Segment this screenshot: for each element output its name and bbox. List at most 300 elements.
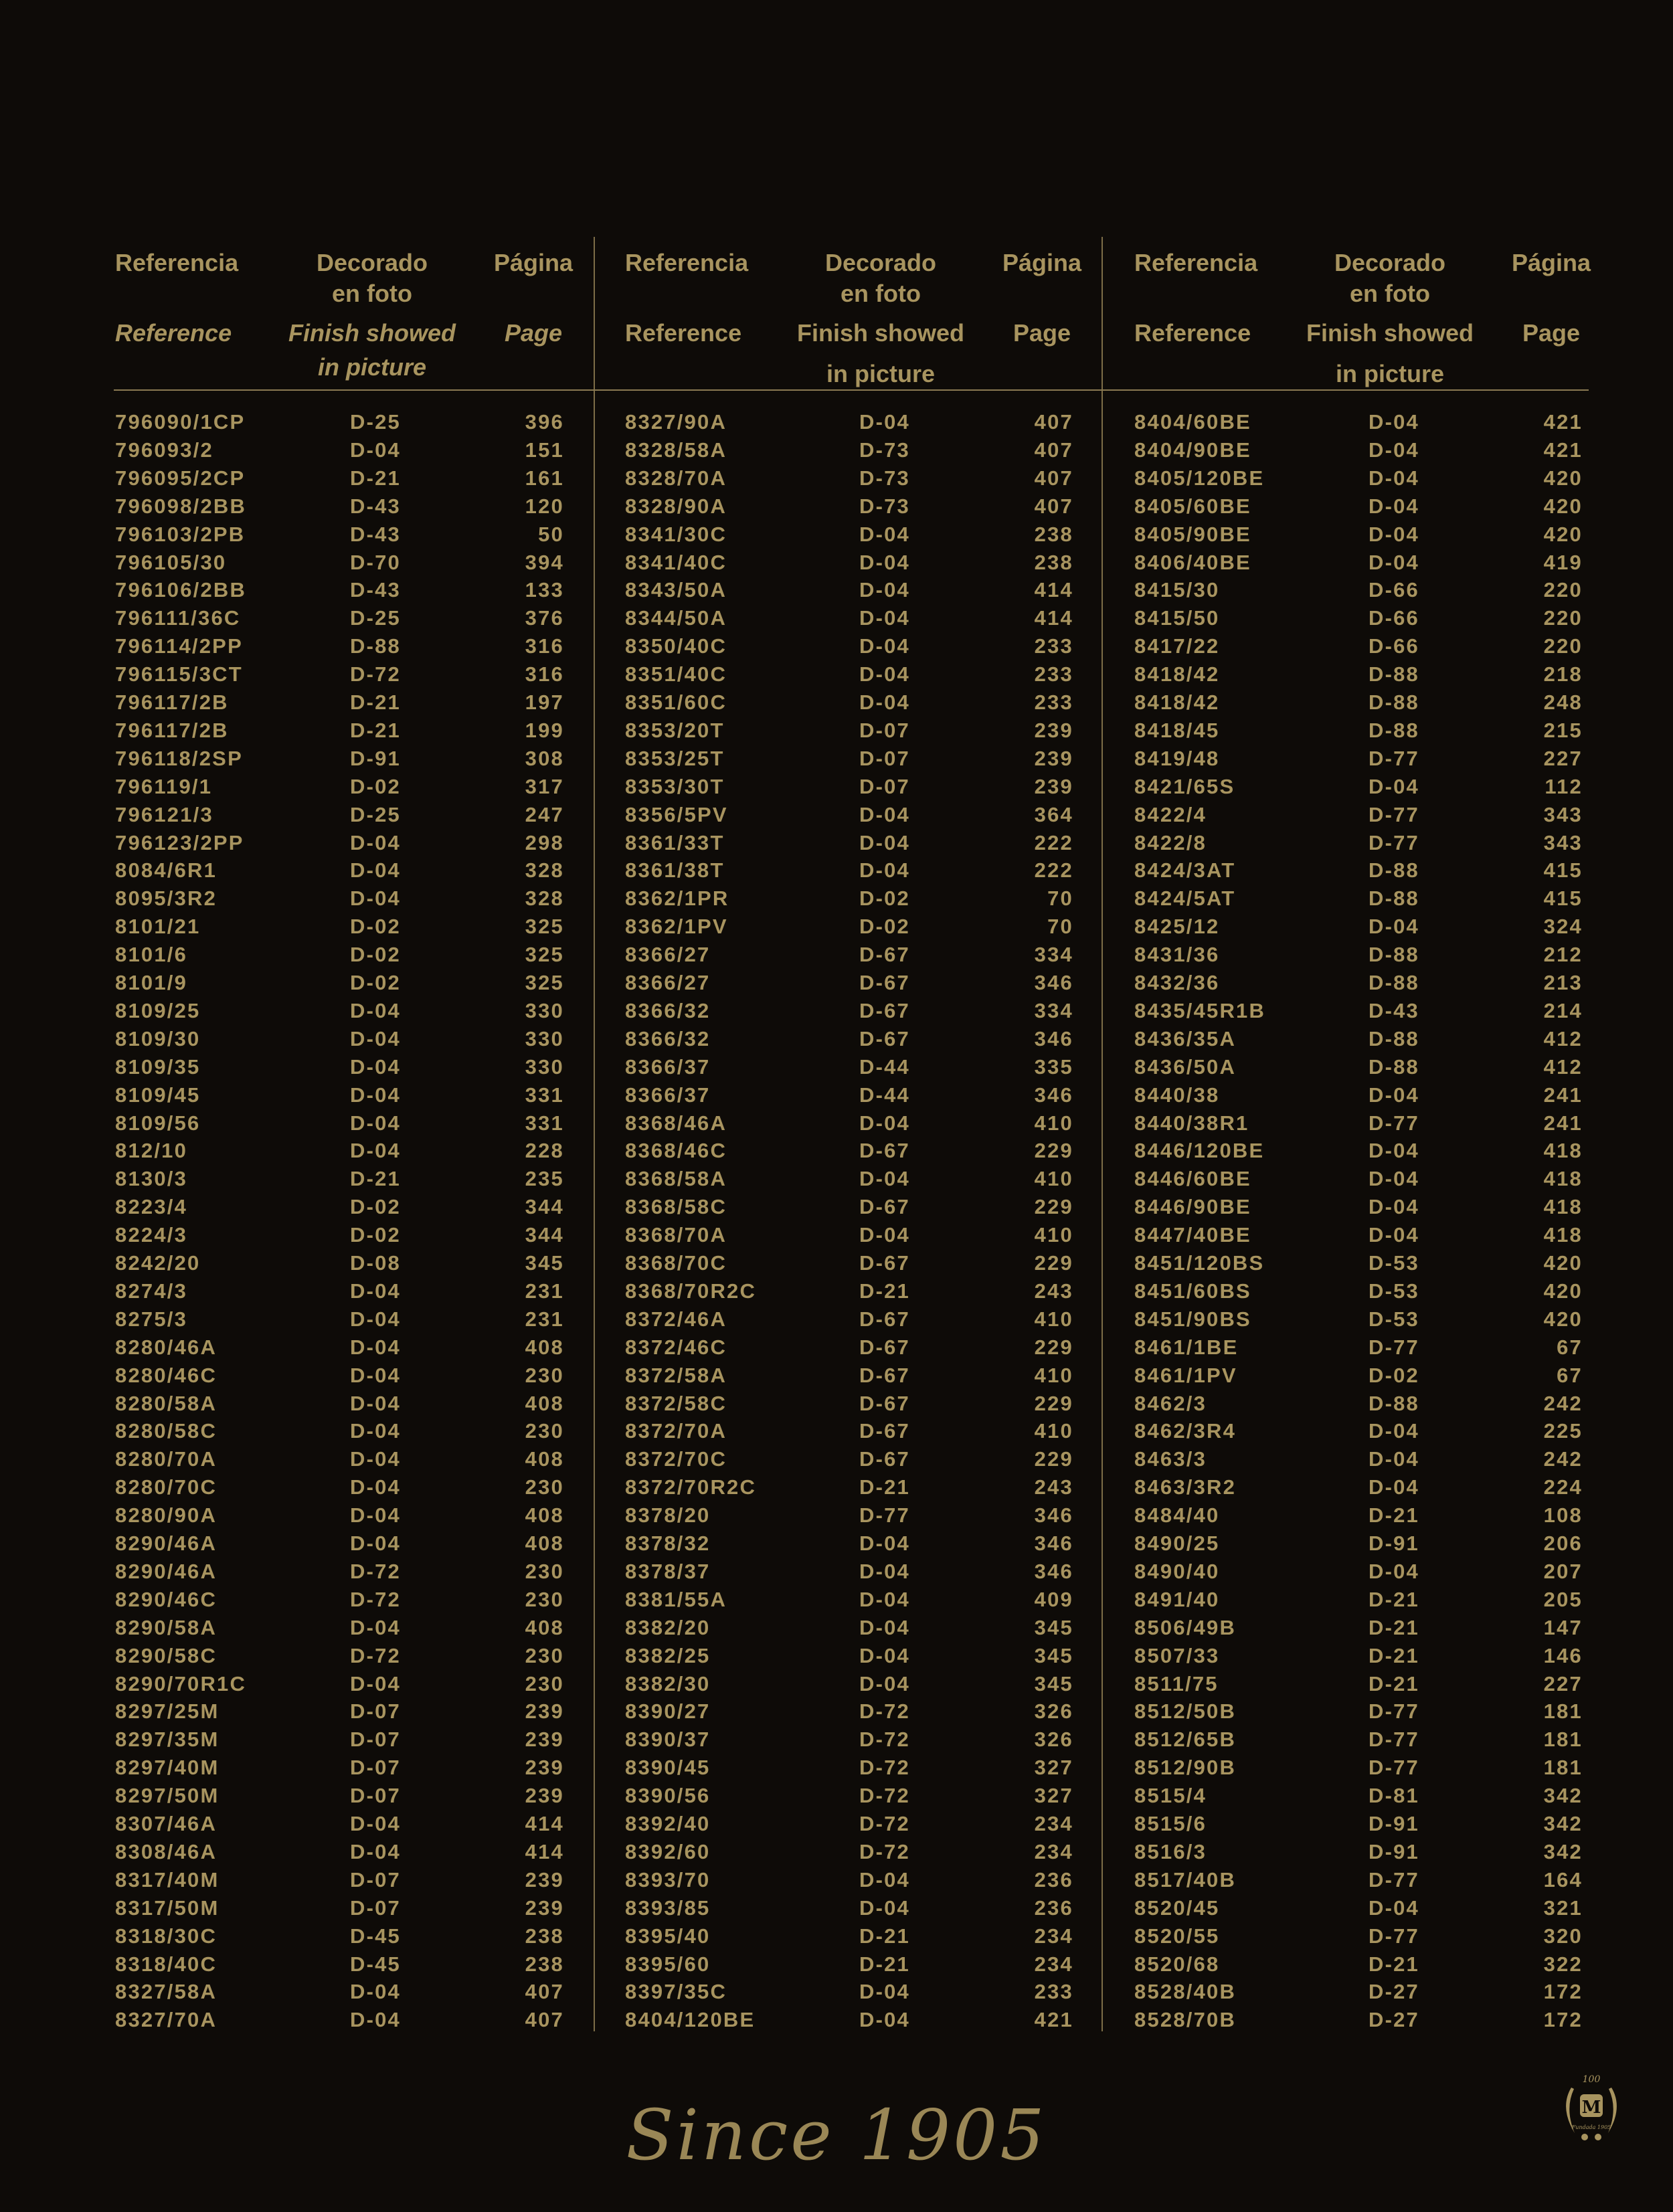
reference-cell: 8327/90A [625,410,727,434]
finish-cell: D-72 [859,1784,910,1808]
page-cell: 146 [1543,1643,1583,1667]
reference-cell: 8395/60 [625,1952,711,1976]
page-cell: 225 [1543,1419,1583,1443]
reference-cell: 8381/55A [625,1587,727,1611]
reference-cell: 8528/40B [1134,1980,1237,2004]
finish-cell: D-04 [1369,438,1419,462]
finish-cell: D-04 [350,1980,401,2004]
finish-cell: D-91 [1369,1812,1419,1835]
reference-cell: 8290/46A [115,1532,217,1555]
finish-cell: D-04 [1369,550,1419,574]
reference-cell: 8353/25T [625,746,725,770]
reference-cell: 8404/90BE [1134,438,1251,462]
header-reference-en: Reference [115,319,232,347]
finish-cell: D-21 [350,690,401,714]
finish-cell: D-02 [1369,1363,1419,1387]
reference-cell: 8327/58A [115,1980,217,2004]
reference-cell: 8421/65S [1134,774,1235,798]
page-cell: 376 [525,606,564,630]
finish-cell: D-91 [1369,1532,1419,1555]
finish-cell: D-43 [350,578,401,602]
finish-cell: D-04 [350,1503,401,1528]
finish-cell: D-04 [859,2008,910,2032]
reference-cell: 8417/22 [1134,634,1220,658]
page-cell: 412 [1543,1054,1583,1079]
page-cell: 112 [1545,774,1583,798]
page-cell: 343 [1543,802,1583,826]
page-cell: 346 [1034,1503,1073,1528]
page-cell: 410 [1034,1167,1073,1191]
reference-cell: 8368/58A [625,1167,727,1191]
finish-cell: D-88 [1369,1026,1419,1050]
page-cell: 199 [525,718,564,742]
page-cell: 231 [525,1307,564,1331]
reference-cell: 8366/37 [625,1083,711,1107]
page-cell: 345 [1034,1615,1073,1639]
page-cell: 230 [525,1419,564,1443]
page-cell: 222 [1034,858,1073,883]
reference-cell: 8361/38T [625,858,725,883]
page-cell: 326 [1034,1699,1073,1724]
page-cell: 344 [525,1223,564,1247]
reference-cell: 8343/50A [625,578,727,602]
page-cell: 328 [525,858,564,883]
finish-cell: D-04 [1369,1223,1419,1247]
finish-cell: D-67 [859,1447,910,1471]
reference-cell: 8341/30C [625,522,727,546]
reference-cell: 8095/3R2 [115,887,217,911]
page-cell: 233 [1034,690,1073,714]
svg-text:100: 100 [1582,2074,1601,2085]
finish-cell: D-04 [1369,1559,1419,1583]
reference-cell: 8404/60BE [1134,410,1251,434]
page-cell: 243 [1034,1475,1073,1499]
page-cell: 394 [525,550,564,574]
finish-cell: D-04 [1369,1195,1419,1219]
finish-cell: D-88 [1369,971,1419,994]
reference-cell: 8368/70R2C [625,1279,757,1303]
finish-cell: D-72 [350,662,401,686]
finish-cell: D-43 [350,494,401,518]
reference-cell: 8462/3R4 [1134,1419,1237,1443]
page-cell: 230 [525,1475,564,1499]
reference-cell: 8242/20 [115,1251,201,1275]
reference-cell: 8109/30 [115,1026,201,1050]
page-cell: 238 [1034,522,1073,546]
reference-cell: 8101/6 [115,943,188,967]
finish-cell: D-25 [350,802,401,826]
finish-cell: D-27 [1369,2008,1419,2032]
reference-cell: 8297/35M [115,1728,219,1752]
page-cell: 239 [1034,746,1073,770]
page-cell: 70 [1047,915,1073,939]
finish-cell: D-04 [1369,915,1419,939]
reference-cell: 796118/2SP [115,746,243,770]
finish-cell: D-27 [1369,1980,1419,2004]
page-cell: 181 [1543,1699,1583,1724]
finish-cell: D-02 [350,1223,401,1247]
finish-cell: D-04 [859,1980,910,2004]
finish-cell: D-21 [859,1279,910,1303]
page-cell: 327 [1034,1756,1073,1780]
page-cell: 212 [1543,943,1583,967]
svg-text:Fundada 1905: Fundada 1905 [1571,2124,1611,2130]
finish-cell: D-73 [859,466,910,490]
finish-cell: D-04 [859,1167,910,1191]
finish-cell: D-77 [859,1503,910,1528]
page-cell: 239 [525,1728,564,1752]
header-reference-es: Referencia [115,249,239,276]
finish-cell: D-77 [1369,830,1419,854]
page-cell: 230 [525,1559,564,1583]
page-cell: 218 [1543,662,1583,686]
header-finish-es: Decorado [824,249,937,276]
page-cell: 207 [1543,1559,1583,1583]
header-page-en: Page [1012,319,1071,347]
reference-cell: 8390/27 [625,1699,711,1724]
page-cell: 181 [1543,1728,1583,1752]
finish-cell: D-02 [350,915,401,939]
page-cell: 67 [1557,1335,1583,1359]
reference-cell: 8520/45 [1134,1896,1220,1920]
reference-cell: 8109/25 [115,998,201,1022]
reference-cell: 8425/12 [1134,915,1220,939]
reference-cell: 796111/36C [115,606,241,630]
finish-cell: D-07 [350,1867,401,1892]
finish-cell: D-21 [1369,1615,1419,1639]
page-cell: 408 [525,1335,564,1359]
reference-cell: 8084/6R1 [115,858,217,883]
finish-cell: D-67 [859,943,910,967]
page-cell: 227 [1543,1671,1583,1695]
page-cell: 242 [1543,1447,1583,1471]
finish-cell: D-04 [350,2008,401,2032]
reference-cell: 8297/25M [115,1699,219,1724]
finish-cell: D-02 [859,915,910,939]
column-divider [1102,237,1103,2031]
finish-cell: D-04 [859,1867,910,1892]
page-cell: 70 [1047,887,1073,911]
finish-cell: D-04 [350,1139,401,1163]
reference-cell: 8405/60BE [1134,494,1251,518]
finish-cell: D-04 [350,887,401,911]
page-cell: 230 [525,1643,564,1667]
page-cell: 238 [1034,550,1073,574]
finish-cell: D-67 [859,1335,910,1359]
finish-cell: D-77 [1369,1111,1419,1135]
page-cell: 344 [525,1195,564,1219]
finish-cell: D-91 [1369,1839,1419,1863]
page-cell: 239 [525,1699,564,1724]
finish-cell: D-04 [859,1671,910,1695]
reference-cell: 8356/5PV [625,802,728,826]
finish-cell: D-67 [859,1363,910,1387]
reference-cell: 8436/50A [1134,1054,1237,1079]
reference-cell: 8382/25 [625,1643,711,1667]
finish-cell: D-66 [1369,606,1419,630]
page-cell: 151 [525,438,564,462]
reference-cell: 8424/5AT [1134,887,1236,911]
page-cell: 233 [1034,1980,1073,2004]
finish-cell: D-67 [859,1195,910,1219]
page-cell: 234 [1034,1839,1073,1863]
reference-cell: 8368/70C [625,1251,727,1275]
reference-cell: 8297/40M [115,1756,219,1780]
page-cell: 230 [525,1363,564,1387]
finish-cell: D-53 [1369,1279,1419,1303]
reference-cell: 812/10 [115,1139,188,1163]
finish-cell: D-88 [1369,887,1419,911]
page-cell: 407 [525,1980,564,2004]
page-cell: 331 [525,1083,564,1107]
page-cell: 407 [1034,410,1073,434]
finish-cell: D-04 [350,438,401,462]
page-cell: 410 [1034,1363,1073,1387]
finish-cell: D-88 [1369,690,1419,714]
reference-cell: 8275/3 [115,1307,188,1331]
page-cell: 414 [1034,606,1073,630]
reference-cell: 8446/60BE [1134,1167,1251,1191]
page-cell: 247 [525,802,564,826]
finish-cell: D-04 [1369,1896,1419,1920]
finish-cell: D-04 [350,1615,401,1639]
finish-cell: D-04 [859,522,910,546]
reference-cell: 8327/70A [115,2008,217,2032]
page-cell: 345 [1034,1643,1073,1667]
reference-cell: 796114/2PP [115,634,243,658]
page-cell: 410 [1034,1307,1073,1331]
page-cell: 407 [1034,438,1073,462]
reference-cell: 8462/3 [1134,1391,1207,1415]
header-finish-en: Finish showed [1306,319,1474,347]
page-cell: 228 [525,1139,564,1163]
page-cell: 120 [525,494,564,518]
page-cell: 408 [525,1447,564,1471]
reference-cell: 8512/90B [1134,1756,1237,1780]
reference-cell: 8280/46A [115,1335,217,1359]
page-cell: 414 [525,1839,564,1863]
page-cell: 236 [1034,1896,1073,1920]
page-cell: 420 [1543,466,1583,490]
reference-cell: 8418/42 [1134,690,1220,714]
finish-cell: D-72 [350,1559,401,1583]
reference-cell: 8446/120BE [1134,1139,1265,1163]
finish-cell: D-04 [350,1839,401,1863]
page-cell: 234 [1034,1924,1073,1948]
finish-cell: D-04 [1369,494,1419,518]
finish-cell: D-88 [350,634,401,658]
page-cell: 418 [1543,1223,1583,1247]
page-cell: 418 [1543,1167,1583,1191]
reference-cell: 8328/70A [625,466,727,490]
reference-cell: 8484/40 [1134,1503,1220,1528]
reference-cell: 8351/40C [625,662,727,686]
reference-cell: 8422/8 [1134,830,1207,854]
finish-cell: D-77 [1369,1728,1419,1752]
reference-cell: 8280/70C [115,1475,217,1499]
finish-cell: D-66 [1369,578,1419,602]
finish-cell: D-04 [350,1532,401,1555]
reference-cell: 796117/2B [115,690,229,714]
page-cell: 408 [525,1503,564,1528]
finish-cell: D-04 [350,1054,401,1079]
finish-cell: D-72 [859,1839,910,1863]
finish-cell: D-04 [350,1335,401,1359]
finish-cell: D-43 [350,522,401,546]
page-cell: 172 [1543,1980,1583,2004]
finish-cell: D-67 [859,1391,910,1415]
page-cell: 164 [1543,1867,1583,1892]
reference-cell: 8353/30T [625,774,725,798]
finish-cell: D-04 [859,410,910,434]
page-cell: 239 [525,1896,564,1920]
reference-cell: 8318/40C [115,1952,217,1976]
page-cell: 342 [1543,1812,1583,1835]
reference-cell: 8280/90A [115,1503,217,1528]
header-finish-en: Finish showed [288,319,456,347]
finish-cell: D-04 [350,1419,401,1443]
page-cell: 233 [1034,662,1073,686]
finish-cell: D-04 [1369,1139,1419,1163]
page-cell: 421 [1034,2008,1073,2032]
finish-cell: D-77 [1369,802,1419,826]
finish-cell: D-43 [1369,998,1419,1022]
reference-cell: 8109/56 [115,1111,201,1135]
page-cell: 242 [1543,1391,1583,1415]
reference-cell: 8440/38 [1134,1083,1220,1107]
finish-cell: D-08 [350,1251,401,1275]
reference-cell: 8362/1PV [625,915,728,939]
finish-cell: D-88 [1369,1054,1419,1079]
page-cell: 396 [525,410,564,434]
finish-cell: D-02 [350,943,401,967]
finish-cell: D-73 [859,494,910,518]
finish-cell: D-21 [1369,1643,1419,1667]
page-cell: 325 [525,915,564,939]
finish-cell: D-04 [859,1111,910,1135]
reference-cell: 8405/90BE [1134,522,1251,546]
finish-cell: D-04 [859,830,910,854]
page-cell: 239 [1034,718,1073,742]
reference-cell: 8451/90BS [1134,1307,1251,1331]
finish-cell: D-04 [350,858,401,883]
page-cell: 316 [525,634,564,658]
header-finish-es: Decorado [316,249,428,276]
reference-cell: 8341/40C [625,550,727,574]
reference-cell: 8372/58C [625,1391,727,1415]
page-cell: 330 [525,998,564,1022]
header-reference-en: Reference [1134,319,1251,347]
page-cell: 418 [1543,1139,1583,1163]
finish-cell: D-21 [350,718,401,742]
reference-cell: 8328/58A [625,438,727,462]
finish-cell: D-21 [1369,1503,1419,1528]
reference-cell: 8372/58A [625,1363,727,1387]
finish-cell: D-70 [350,550,401,574]
finish-cell: D-04 [1369,1475,1419,1499]
page-cell: 418 [1543,1195,1583,1219]
page-cell: 322 [1543,1952,1583,1976]
page-cell: 421 [1543,438,1583,462]
reference-cell: 8440/38R1 [1134,1111,1249,1135]
finish-cell: D-04 [859,1587,910,1611]
finish-cell: D-67 [859,1026,910,1050]
finish-cell: D-77 [1369,1924,1419,1948]
reference-cell: 8424/3AT [1134,858,1236,883]
page-cell: 229 [1034,1251,1073,1275]
header-page-en: Page [504,319,563,347]
reference-cell: 796123/2PP [115,830,244,854]
reference-cell: 796093/2 [115,438,213,462]
finish-cell: D-72 [350,1643,401,1667]
finish-cell: D-04 [1369,1083,1419,1107]
finish-cell: D-25 [350,606,401,630]
finish-cell: D-72 [859,1812,910,1835]
reference-cell: 796098/2BB [115,494,247,518]
reference-cell: 8366/32 [625,998,711,1022]
page-cell: 421 [1543,410,1583,434]
page-cell: 205 [1543,1587,1583,1611]
page-cell: 407 [1034,494,1073,518]
page-cell: 316 [525,662,564,686]
page-cell: 330 [525,1054,564,1079]
page-cell: 331 [525,1111,564,1135]
reference-cell: 8344/50A [625,606,727,630]
column-divider [594,237,595,2031]
reference-cell: 8372/46C [625,1335,727,1359]
reference-cell: 8491/40 [1134,1587,1220,1611]
page-cell: 239 [525,1867,564,1892]
finish-cell: D-77 [1369,1699,1419,1724]
finish-cell: D-02 [350,971,401,994]
reference-cell: 796106/2BB [115,578,247,602]
header-page-en: Page [1522,319,1581,347]
reference-cell: 8290/58A [115,1615,217,1639]
reference-cell: 8520/55 [1134,1924,1220,1948]
finish-cell: D-04 [350,1391,401,1415]
header-rule [114,389,1589,391]
page-cell: 229 [1034,1139,1073,1163]
reference-cell: 8415/30 [1134,578,1220,602]
finish-cell: D-88 [1369,858,1419,883]
finish-cell: D-88 [1369,662,1419,686]
page-cell: 230 [525,1587,564,1611]
finish-cell: D-04 [350,1363,401,1387]
reference-cell: 8397/35C [625,1980,727,2004]
reference-cell: 8515/6 [1134,1812,1207,1835]
finish-cell: D-88 [1369,1391,1419,1415]
page-cell: 227 [1543,746,1583,770]
reference-cell: 8280/46C [115,1363,217,1387]
reference-cell: 8224/3 [115,1223,188,1247]
reference-cell: 8406/40BE [1134,550,1251,574]
finish-cell: D-04 [350,1812,401,1835]
reference-cell: 8368/70A [625,1223,727,1247]
reference-cell: 8390/37 [625,1728,711,1752]
finish-cell: D-04 [859,1223,910,1247]
finish-cell: D-02 [350,1195,401,1219]
reference-cell: 8280/58A [115,1391,217,1415]
finish-cell: D-88 [1369,943,1419,967]
reference-cell: 8512/50B [1134,1699,1237,1724]
reference-cell: 8297/50M [115,1784,219,1808]
reference-cell: 8372/70R2C [625,1475,757,1499]
reference-cell: 8490/25 [1134,1532,1220,1555]
reference-cell: 8451/120BS [1134,1251,1265,1275]
finish-cell: D-53 [1369,1251,1419,1275]
page-cell: 161 [525,466,564,490]
page-cell: 346 [1034,1026,1073,1050]
